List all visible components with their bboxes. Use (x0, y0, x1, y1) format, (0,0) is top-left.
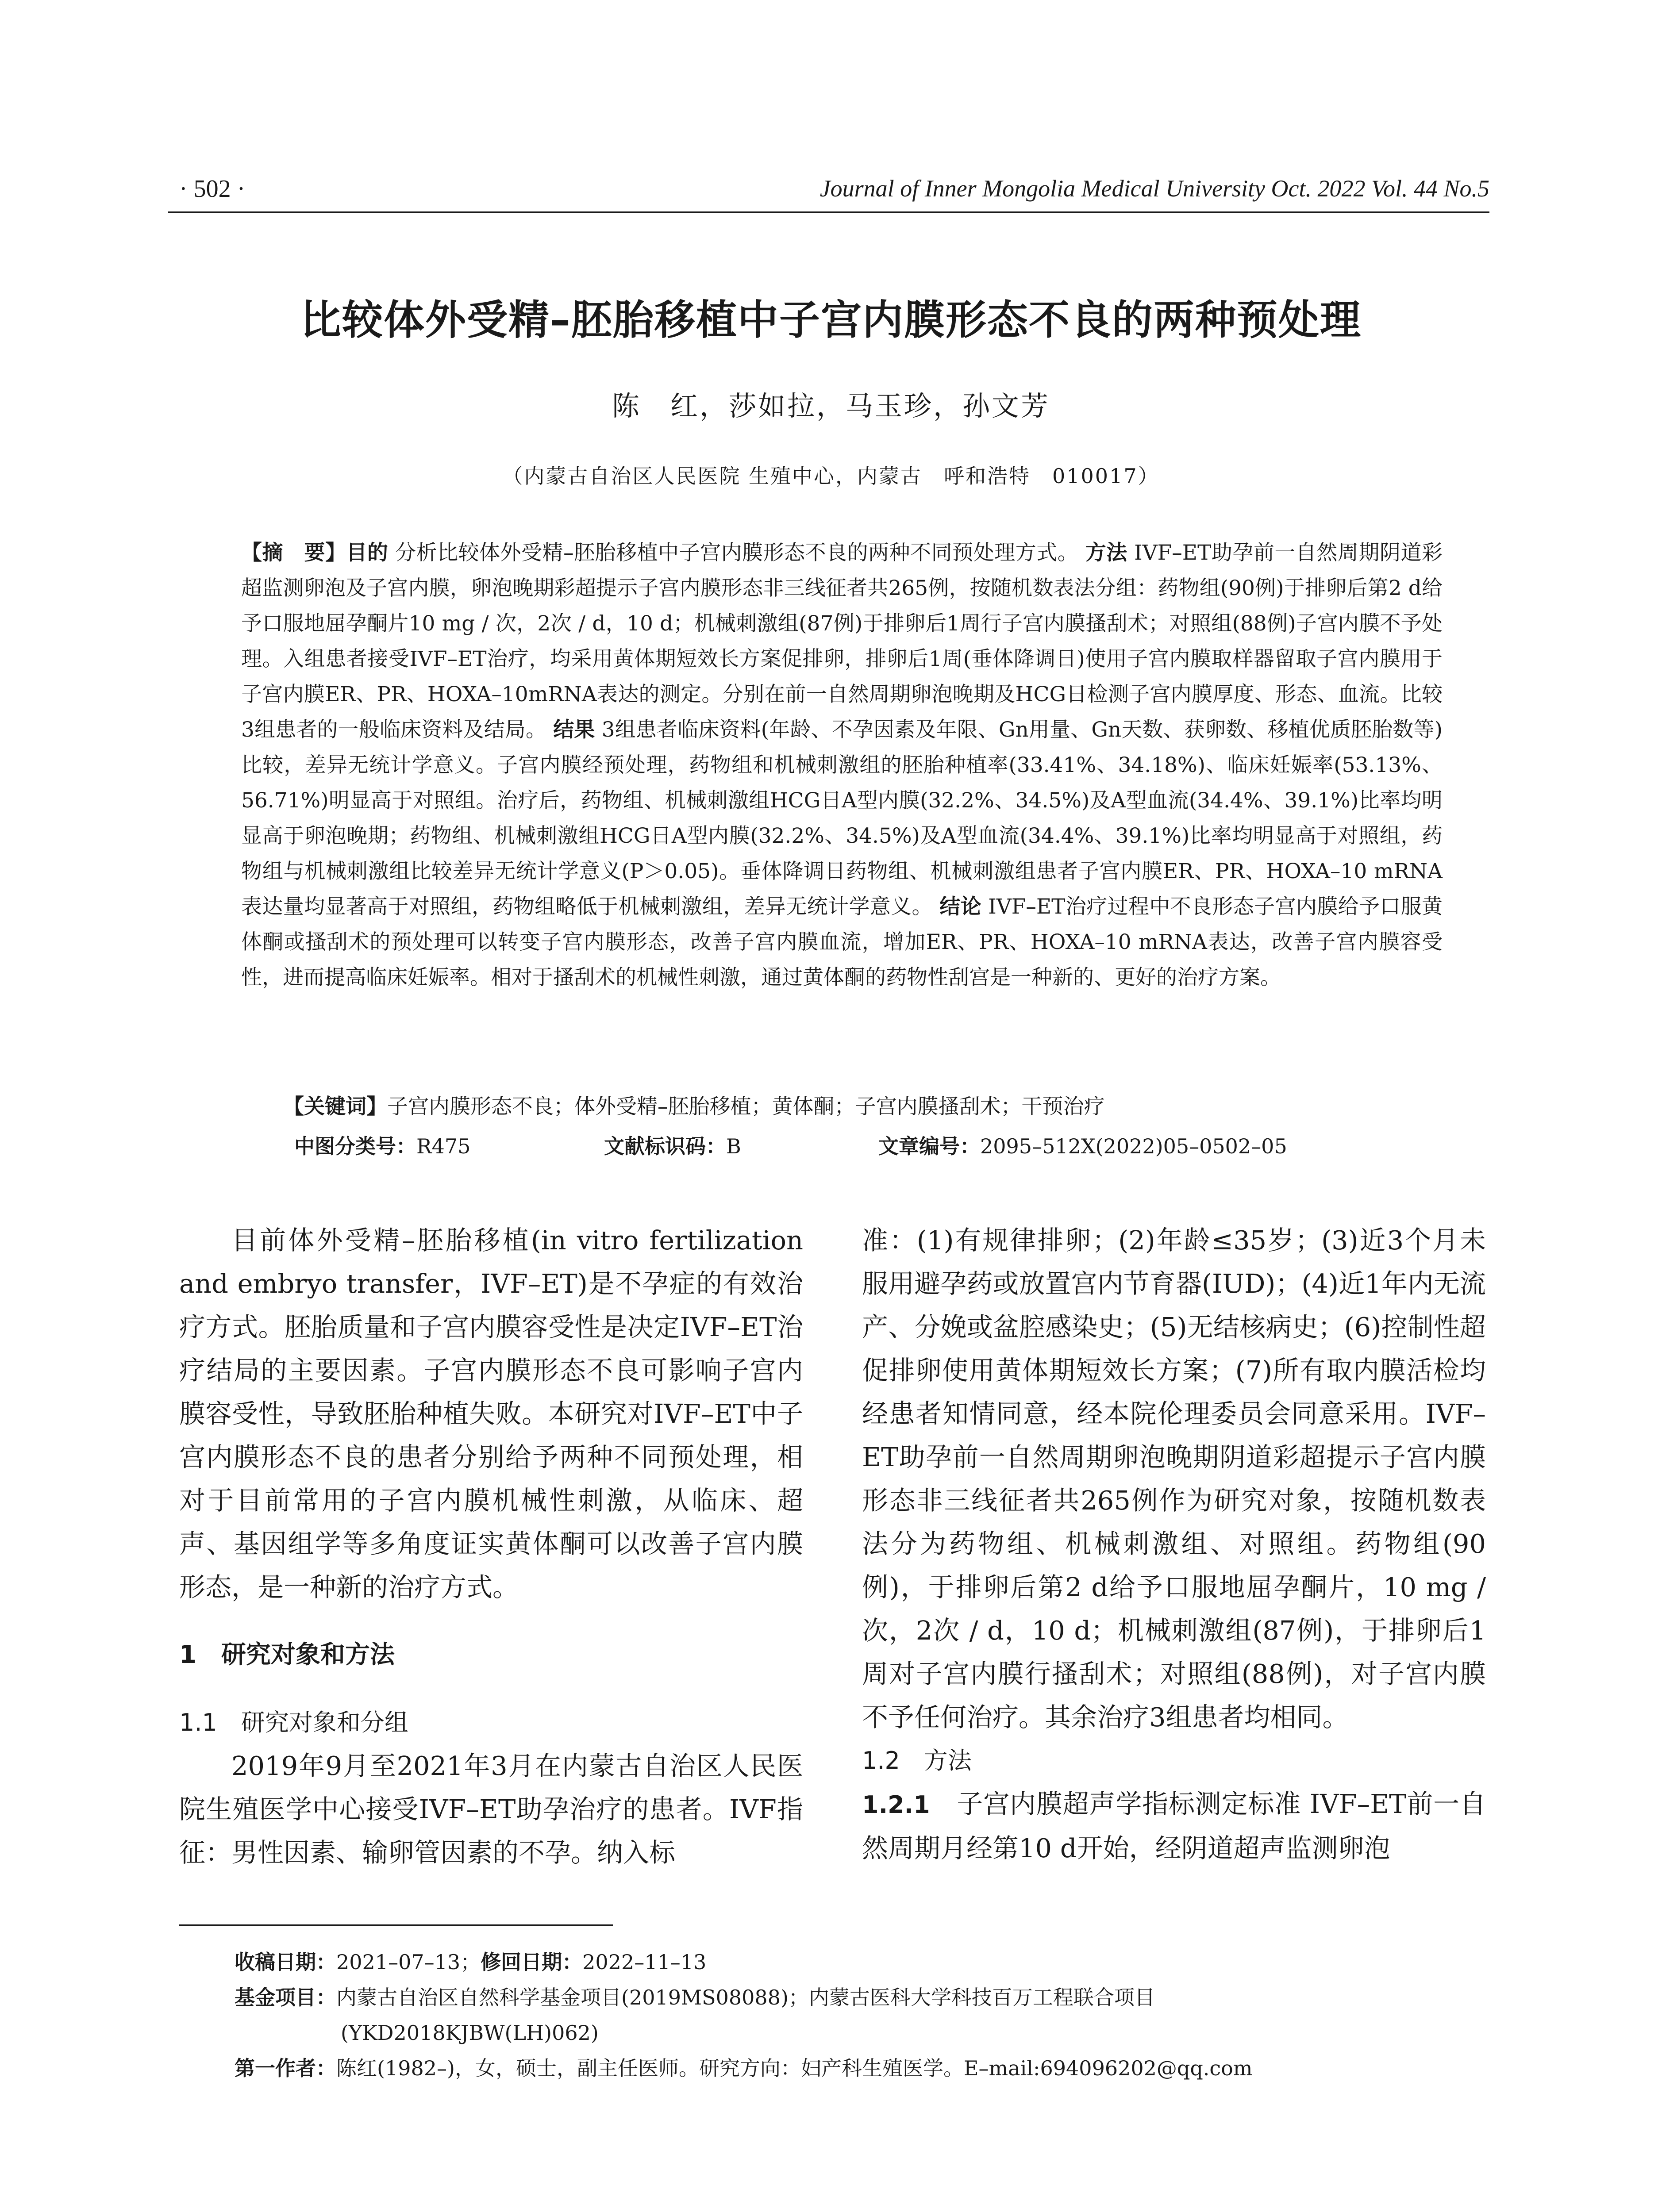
footnotes (235, 1944, 1487, 2086)
clc-number (294, 1130, 470, 1160)
header-rule (168, 211, 1489, 213)
fund-info (235, 1980, 1487, 2015)
section-heading: 1 研究对象和方法 (179, 1640, 395, 1669)
fund-info-continued: (YKD2018KJBW(LH)062) (341, 2021, 599, 2045)
clc-value: R475 (416, 1134, 471, 1158)
methods-text: IVF–ET助孕前一自然周期阴道彩超监测卵泡及子宫内膜，卵泡晚期彩超提示子宫内膜形态非三线征者共265例，按随机数表法分组：药物组(90例)于排卵后第2 d给予口服地屈孕酮片10 mg / 次，2次 / d，10 d；机械刺激组(87例)于排卵后1周行子宫内膜搔刮术；对照组(88例)子宫内膜不予处理。入组患者接受IVF–ET治疗，均采用黄体期短效长方案促排卵，排卵后1周(垂体降调日)使用子宫内膜取样器留取子宫内膜用于子宫内膜ER、PR、HOXA–10mRNA表达的测定。分别在前一自然周期卵泡晚期及HCG日检测子宫内膜厚度、形态、血流。比较3组患者的一般临床资料及结局。 (241, 541, 1443, 742)
author-value: 陈红(1982–)，女，硕士，副主任医师。研究方向：妇产科生殖医学。E–mail:694096202@qq.com (336, 2056, 1253, 2080)
body-paragraph (862, 1782, 1486, 1870)
revised-value: 2022–11–13 (582, 1950, 707, 1974)
body-paragraph: 准：(1)有规律排卵；(2)年龄≤35岁；(3)近3个月未服用避孕药或放置宫内节育器(IUD)；(4)近1年内无流产、分娩或盆腔感染史；(5)无结核病史；(6)控制性超促排卵使用黄体期短效长方案；(7)所有取内膜活检均经患者知情同意，经本院伦理委员会同意采用。IVF–ET助孕前一自然周期卵泡晚期阴道彩超提示子宫内膜形态非三线征者共265例作为研究对象，按随机数表法分为药物组、机械刺激组、对照组。药物组(90例)，于排卵后第2 d给予口服地屈孕酮片，10 mg / 次，2次 / d，10 d；机械刺激组(87例)，于排卵后1周对子宫内膜行搔刮术；对照组(88例)，对子宫内膜不予任何治疗。其余治疗3组患者均相同。 (862, 1225, 1486, 1732)
journal-running-head: Journal of Inner Mongolia Medical University Oct. 2022 Vol. 44 No.5 (819, 175, 1489, 202)
subsection-heading: 1.2 方法 (862, 1747, 972, 1774)
results-text: 3组患者临床资料(年龄、不孕因素及年限、Gn用量、Gn天数、获卵数、移植优质胚胎数等)比较，差异无统计学意义。子宫内膜经预处理，药物组和机械刺激组的胚胎种植率(33.41%、34.18%)、临床妊娠率(53.13%、56.71%)明显高于对照组。治疗后，药物组、机械刺激组HCG日A型内膜(32.2%、34.5%)及A型血流(34.4%、39.1%)比率均明显高于卵泡晚期；药物组、机械刺激组HCG日A型内膜(32.2%、34.5%)及A型血流(34.4%、39.1%)比率均明显高于对照组，药物组与机械刺激组比较差异无统计学意义(P＞0.05)。垂体降调日药物组、机械刺激组患者子宫内膜ER、PR、HOXA–10 mRNA表达量均显著高于对照组，药物组略低于机械刺激组，差异无统计学意义。 (241, 718, 1443, 919)
document-code (604, 1130, 741, 1160)
fund-value: 内蒙古自治区自然科学基金项目(2019MS08088)；内蒙古医科大学科技百万工程联合项目 (336, 1985, 1155, 2009)
body-column-right (862, 1219, 1486, 1870)
affiliation: （内蒙古自治区人民医院 生殖中心，内蒙古 呼和浩特 010017） (502, 464, 1160, 488)
methods-label: 方法 (1085, 541, 1127, 565)
keywords (283, 1089, 1443, 1125)
footnote-rule (179, 1924, 613, 1926)
received-date (235, 1944, 1487, 1980)
article-number (878, 1130, 1287, 1160)
conclusion-text: IVF–ET治疗过程中不良形态子宫内膜给予口服黄体酮或搔刮术的预处理可以转变子宫内膜形态，改善子宫内膜血流，增加ER、PR、HOXA–10 mRNA表达，改善子宫内膜容受性，进而提高临床妊娠率。相对于搔刮术的机械性刺激，通过黄体酮的药物性刮宫是一种新的、更好的治疗方案。 (241, 895, 1443, 990)
body-paragraph-text: 子宫内膜超声学指标测定标准 IVF–ET前一自然周期月经第10 d开始，经阴道超声监测卵泡 (862, 1789, 1486, 1863)
keywords-label: 【关键词】 (283, 1094, 387, 1119)
body-column-left (179, 1219, 803, 1874)
conclusion-label: 结论 (939, 895, 981, 919)
abstract-label: 【摘 要】 (241, 541, 346, 565)
first-author (235, 2051, 1487, 2086)
page-number: · 502 · (179, 175, 246, 203)
abstract (241, 535, 1443, 995)
fund-label: 基金项目： (235, 1985, 336, 2009)
body-paragraph: 2019年9月至2021年3月在内蒙古自治区人民医院生殖医学中心接受IVF–ET助孕治疗的患者。IVF指征：男性因素、输卵管因素的不孕。纳入标 (179, 1751, 803, 1868)
article-title: 比较体外受精–胚胎移植中子宫内膜形态不良的两种预处理 (300, 296, 1362, 344)
revised-label: 修回日期： (481, 1950, 583, 1974)
article-label: 文章编号： (878, 1134, 980, 1158)
received-label: 收稿日期： (235, 1950, 336, 1974)
objective-text: 分析比较体外受精–胚胎移植中子宫内膜形态不良的两种不同预处理方式。 (395, 541, 1079, 565)
doc-label: 文献标识码： (604, 1134, 726, 1158)
subsection-heading: 1.1 研究对象和分组 (179, 1709, 408, 1736)
results-label: 结果 (553, 718, 595, 742)
objective-label: 目的 (346, 541, 389, 565)
intro-paragraph: 目前体外受精–胚胎移植(in vitro fertilization and embryo transfer，IVF–ET)是不孕症的有效治疗方式。胚胎质量和子宫内膜容受性是决定IVF–ET治疗结局的主要因素。子宫内膜形态不良可影响子宫内膜容受性，导致胚胎种植失败。本研究对IVF–ET中子宫内膜形态不良的患者分别给予两种不同预处理，相对于目前常用的子宫内膜机械性刺激，从临床、超声、基因组学等多角度证实黄体酮可以改善子宫内膜形态，是一种新的治疗方式。 (179, 1225, 803, 1602)
received-value: 2021–07–13； (336, 1950, 481, 1974)
clc-label: 中图分类号： (294, 1134, 416, 1158)
subsubsection-label: 1.2.1 (862, 1791, 930, 1819)
authors: 陈 红，莎如拉，马玉珍，孙文芳 (612, 390, 1050, 422)
keywords-text: 子宫内膜形态不良；体外受精–胚胎移植；黄体酮；子宫内膜搔刮术；干预治疗 (387, 1094, 1105, 1119)
author-label: 第一作者： (235, 2056, 336, 2080)
doc-value: B (726, 1134, 741, 1158)
article-value: 2095–512X(2022)05–0502–05 (980, 1134, 1287, 1158)
